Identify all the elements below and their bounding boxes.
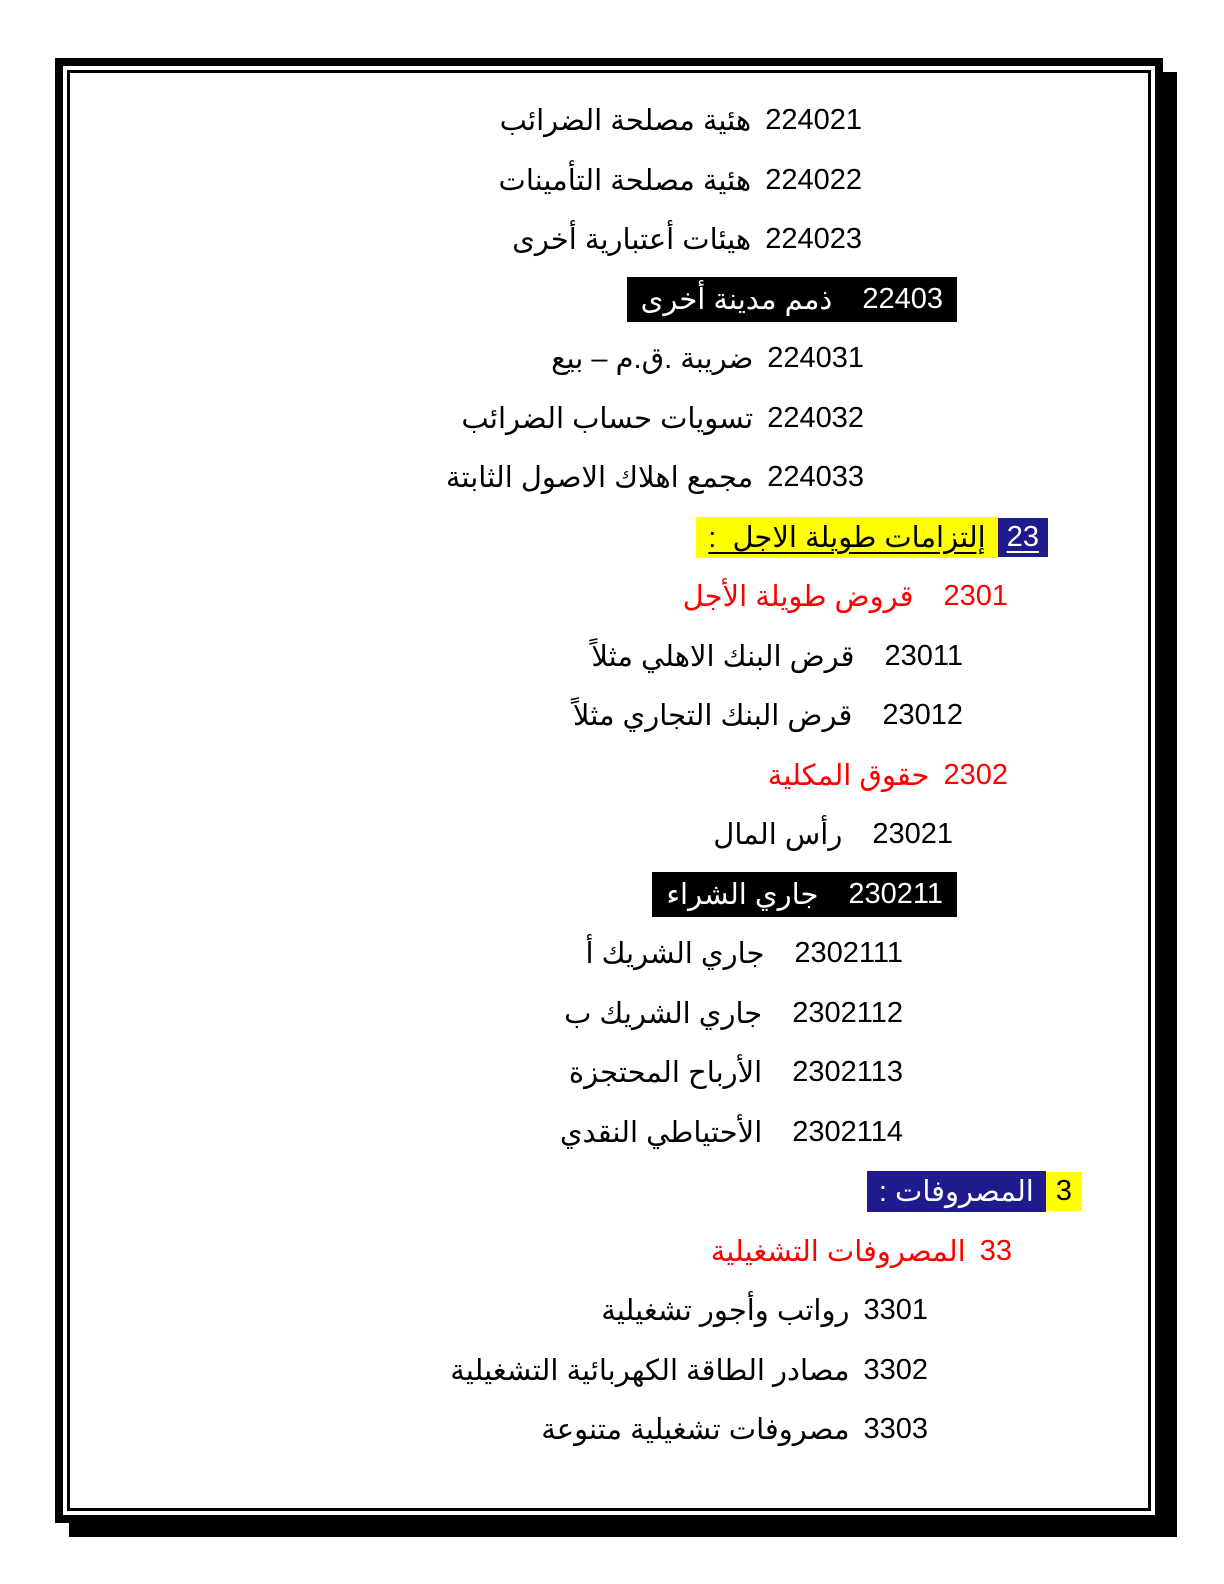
line-box bbox=[450, 1353, 928, 1388]
account-code: 2302 bbox=[943, 758, 1008, 791]
line-box bbox=[867, 1171, 1082, 1212]
account-code: 3 bbox=[1046, 1172, 1082, 1211]
account-label: قرض البنك التجاري مثلاً bbox=[572, 700, 853, 733]
account-line bbox=[70, 448, 1148, 508]
line-box bbox=[713, 817, 953, 852]
account-line bbox=[70, 1281, 1148, 1341]
account-label: جاري الشريك أ bbox=[585, 938, 765, 971]
account-label: جاري الشراء bbox=[666, 878, 819, 911]
account-line bbox=[70, 389, 1148, 449]
account-line bbox=[70, 924, 1148, 984]
line-box bbox=[683, 579, 1008, 614]
line-box bbox=[512, 222, 862, 257]
account-code: 2302112 bbox=[792, 996, 903, 1029]
account-line bbox=[70, 1103, 1148, 1163]
account-label: ضريبة .ق.م – بيع bbox=[551, 343, 754, 376]
account-code: 3302 bbox=[863, 1353, 928, 1386]
account-label: مصروفات تشغيلية متنوعة bbox=[541, 1414, 850, 1447]
page-border bbox=[55, 58, 1163, 1523]
line-box bbox=[627, 277, 957, 322]
account-code: 3301 bbox=[863, 1294, 928, 1327]
account-line bbox=[70, 984, 1148, 1044]
account-line bbox=[70, 1222, 1148, 1282]
account-code: 23 bbox=[998, 518, 1048, 557]
account-label: المصروفات : bbox=[867, 1171, 1046, 1212]
account-label: جاري الشريك ب bbox=[564, 997, 763, 1030]
line-box bbox=[569, 1055, 903, 1090]
account-label: قروض طويلة الأجل bbox=[682, 581, 914, 614]
line-box bbox=[585, 936, 903, 971]
line-box bbox=[499, 163, 862, 198]
account-line bbox=[70, 1162, 1148, 1222]
line-box bbox=[652, 872, 957, 917]
account-line bbox=[70, 151, 1148, 211]
line-box bbox=[564, 996, 903, 1031]
account-label: تسويات حساب الضرائب bbox=[461, 402, 754, 435]
account-label: الأحتياطي النقدي bbox=[559, 1116, 763, 1149]
account-line bbox=[70, 1043, 1148, 1103]
account-code: 3303 bbox=[863, 1413, 928, 1446]
account-code: 2302113 bbox=[792, 1056, 903, 1089]
account-label: قرض البنك الاهلي مثلاً bbox=[591, 640, 855, 673]
line-box bbox=[591, 639, 963, 674]
account-label: هئية مصلحة التأمينات bbox=[498, 164, 752, 197]
line-box bbox=[711, 1234, 1012, 1269]
account-line bbox=[70, 270, 1148, 330]
account-line bbox=[70, 567, 1148, 627]
account-code: 224031 bbox=[767, 342, 864, 375]
line-box bbox=[573, 698, 963, 733]
account-code: 22403 bbox=[862, 282, 943, 315]
account-label: رأس المال bbox=[713, 819, 843, 852]
line-box bbox=[541, 1412, 928, 1447]
account-label: الأرباح المحتجزة bbox=[568, 1057, 763, 1090]
account-code: 2302111 bbox=[794, 937, 903, 970]
account-code: 230211 bbox=[848, 877, 943, 910]
line-box bbox=[551, 341, 864, 376]
line-box bbox=[696, 517, 1048, 558]
account-code: 224023 bbox=[765, 223, 862, 256]
account-label: مصادر الطاقة الكهربائية التشغيلية bbox=[450, 1354, 850, 1387]
account-code: 224032 bbox=[767, 401, 864, 434]
line-box bbox=[768, 758, 1008, 793]
account-code: 23021 bbox=[872, 818, 953, 851]
account-code: 2301 bbox=[943, 580, 1008, 613]
account-label: هئية مصلحة الضرائب bbox=[499, 105, 752, 138]
account-line bbox=[70, 1341, 1148, 1401]
page-inner-border bbox=[67, 70, 1151, 1511]
account-label: رواتب وأجور تشغيلية bbox=[601, 1295, 850, 1328]
line-box bbox=[601, 1293, 928, 1328]
account-line bbox=[70, 865, 1148, 925]
account-label: مجمع اهلاك الاصول الثابتة bbox=[445, 462, 754, 495]
account-code: 224021 bbox=[765, 104, 862, 137]
account-line bbox=[70, 686, 1148, 746]
account-line bbox=[70, 508, 1148, 568]
account-line bbox=[70, 627, 1148, 687]
account-code: 2302114 bbox=[792, 1115, 903, 1148]
account-line bbox=[70, 805, 1148, 865]
account-label: هيئات أعتبارية أخرى bbox=[512, 224, 752, 257]
account-label: المصروفات التشغيلية bbox=[710, 1235, 966, 1268]
account-code: 33 bbox=[979, 1234, 1012, 1267]
account-label: حقوق المكلية bbox=[767, 759, 930, 792]
account-line bbox=[70, 746, 1148, 806]
account-line bbox=[70, 210, 1148, 270]
account-line bbox=[70, 1400, 1148, 1460]
line-box bbox=[461, 401, 864, 436]
account-label: إلتزامات طويلة الاجل : bbox=[696, 517, 997, 558]
line-box bbox=[560, 1115, 903, 1150]
account-label: ذمم مدينة أخرى bbox=[640, 283, 833, 316]
account-code: 224022 bbox=[765, 163, 862, 196]
line-box bbox=[500, 103, 862, 138]
account-code: 224033 bbox=[767, 461, 864, 494]
line-box bbox=[446, 460, 864, 495]
account-line bbox=[70, 329, 1148, 389]
account-line bbox=[70, 91, 1148, 151]
account-lines bbox=[70, 91, 1148, 1460]
account-code: 23011 bbox=[884, 639, 963, 672]
account-code: 23012 bbox=[882, 699, 963, 732]
